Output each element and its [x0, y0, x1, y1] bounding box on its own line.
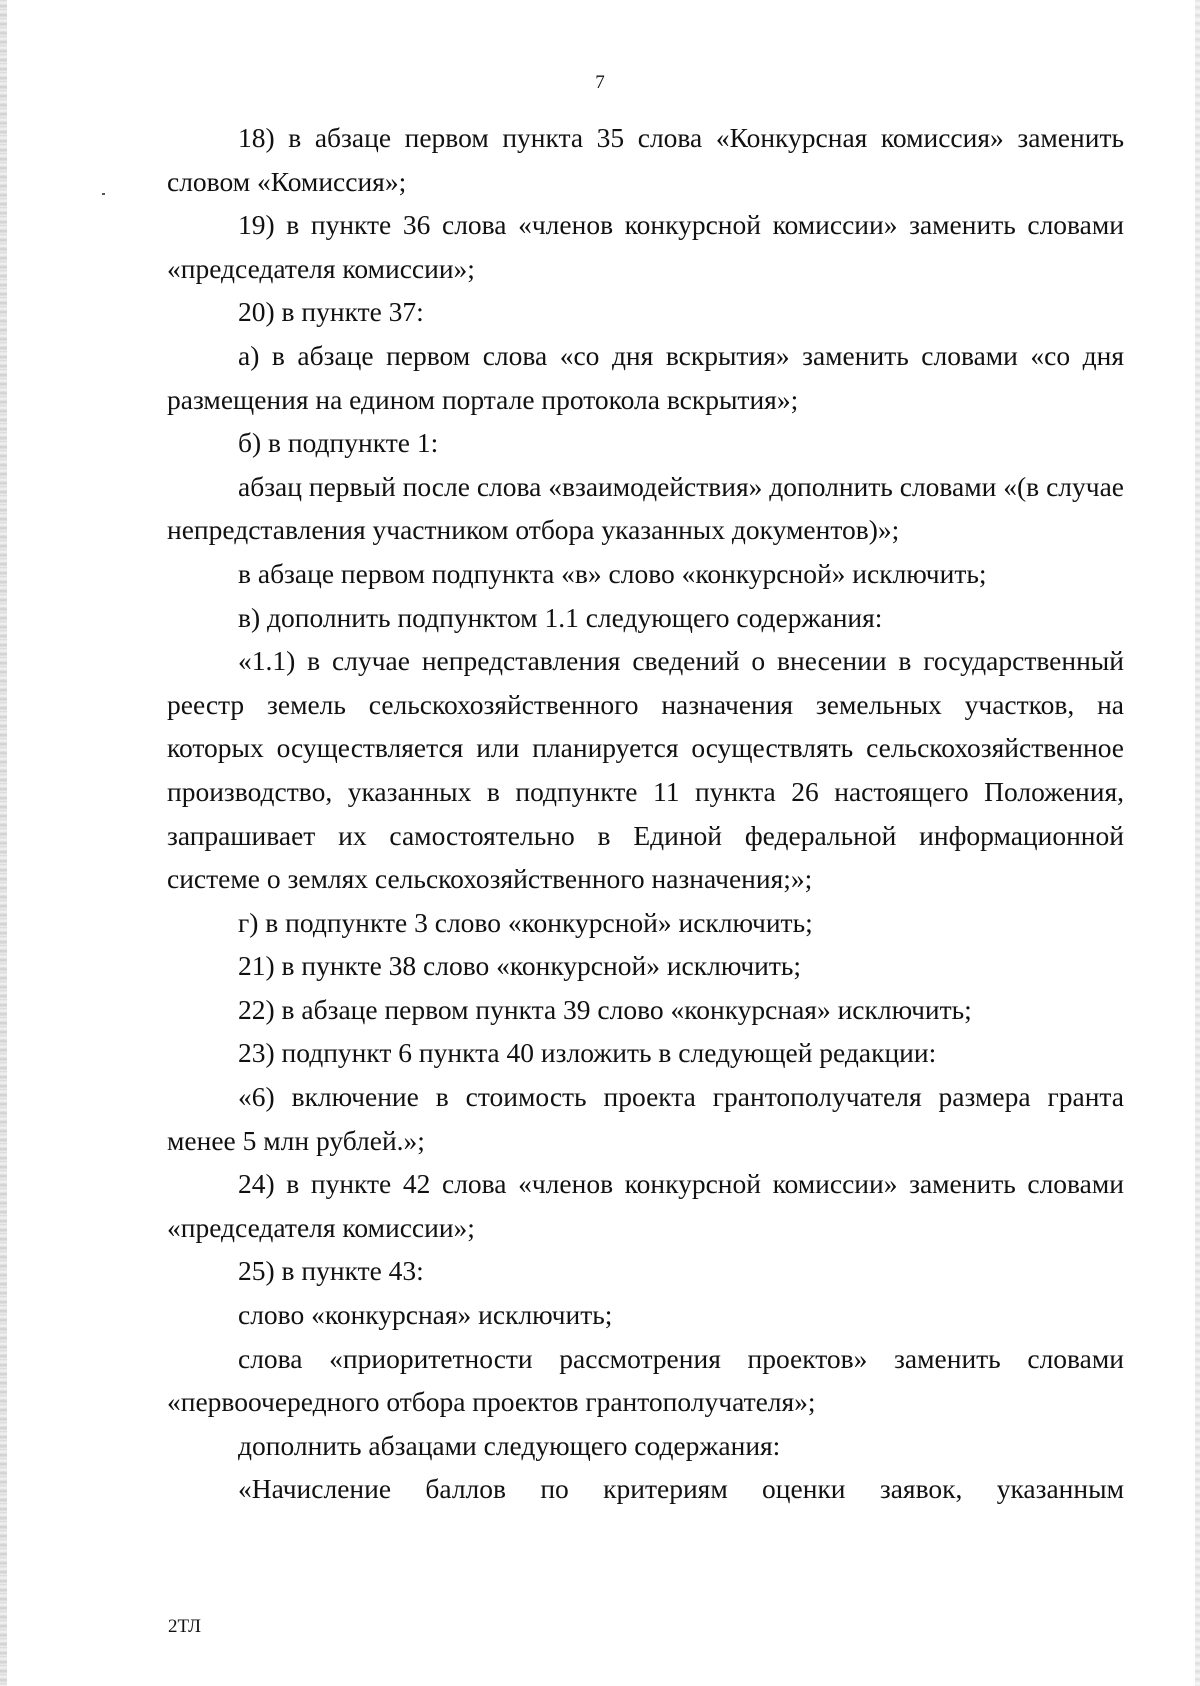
paragraph-1-1-text: «1.1) в случае непредставления сведений о внесении в государственный реестр земель сельскохозяйственного назначения земельных участков, на которых осуществляется или планируется осуществлять сельскохозяйственное производство, указанных в подпункте 11 пункта 26 настоящего Положения, запрашивает их самостоятельно в Единой федеральной информационной системе о землях сельскохозяйственного назначения;»; [167, 645, 1124, 895]
paragraph-20b-podpunkt-v: в абзаце первом подпункта «в» слово «конкурсной» исключить; [238, 557, 987, 589]
paragraph-20: 20) в пункте 37: [238, 296, 424, 328]
paragraph-20g: г) в подпункте 3 слово «конкурсной» исключить; [238, 906, 813, 938]
paragraph-20b-abzac: абзац первый после слова «взаимодействия» дополнить словами «(в случае непредставления участником отбора указанных документов)»; [167, 470, 1124, 546]
paragraph-20a: а) в абзаце первом слова «со дня вскрытия» заменить словами «со дня размещения на едином портале протокола вскрытия»; [167, 339, 1124, 415]
paragraph-20v: в) дополнить подпунктом 1.1 следующего содержания: [238, 601, 883, 633]
paragraph-24: 24) в пункте 42 слова «членов конкурсной комиссии» заменить словами «председателя комиссии»; [167, 1168, 1124, 1243]
scan-mark [102, 193, 105, 195]
paragraph-25-dopolnit: дополнить абзацами следующего содержания: [238, 1429, 781, 1461]
paragraph-18: 18) в абзаце первом пункта 35 слова «Конкурсная комиссия» заменить словом «Комиссия»; [167, 122, 1124, 197]
paragraph-19: 19) в пункте 36 слова «членов конкурсной комиссии» заменить словами «председателя комиссии»; [167, 209, 1124, 284]
page-number: 7 [595, 72, 605, 93]
paragraph-25-slovo: слово «конкурсная» исключить; [238, 1299, 613, 1331]
paragraph-23-text: «6) включение в стоимость проекта грантополучателя размера гранта менее 5 млн рублей.»; [167, 1081, 1124, 1156]
paragraph-25-slova: слова «приоритетности рассмотрения проектов» заменить словами «первоочередного отбора проектов грантополучателя»; [167, 1342, 1124, 1418]
paragraph-23: 23) подпункт 6 пункта 40 изложить в следующей редакции: [238, 1037, 937, 1069]
paragraph-25-nachislenie: «Начисление баллов по критериям оценки заявок, указанным [238, 1473, 1124, 1505]
paragraph-22: 22) в абзаце первом пункта 39 слово «конкурсная» исключить; [238, 993, 972, 1025]
paragraph-20b: б) в подпункте 1: [238, 427, 439, 459]
footer-code: 2ТЛ [168, 1616, 202, 1637]
document-body [167, 116, 1124, 1511]
paragraph-25: 25) в пункте 43: [238, 1255, 424, 1287]
paragraph-21: 21) в пункте 38 слово «конкурсной» исключить; [238, 950, 802, 982]
